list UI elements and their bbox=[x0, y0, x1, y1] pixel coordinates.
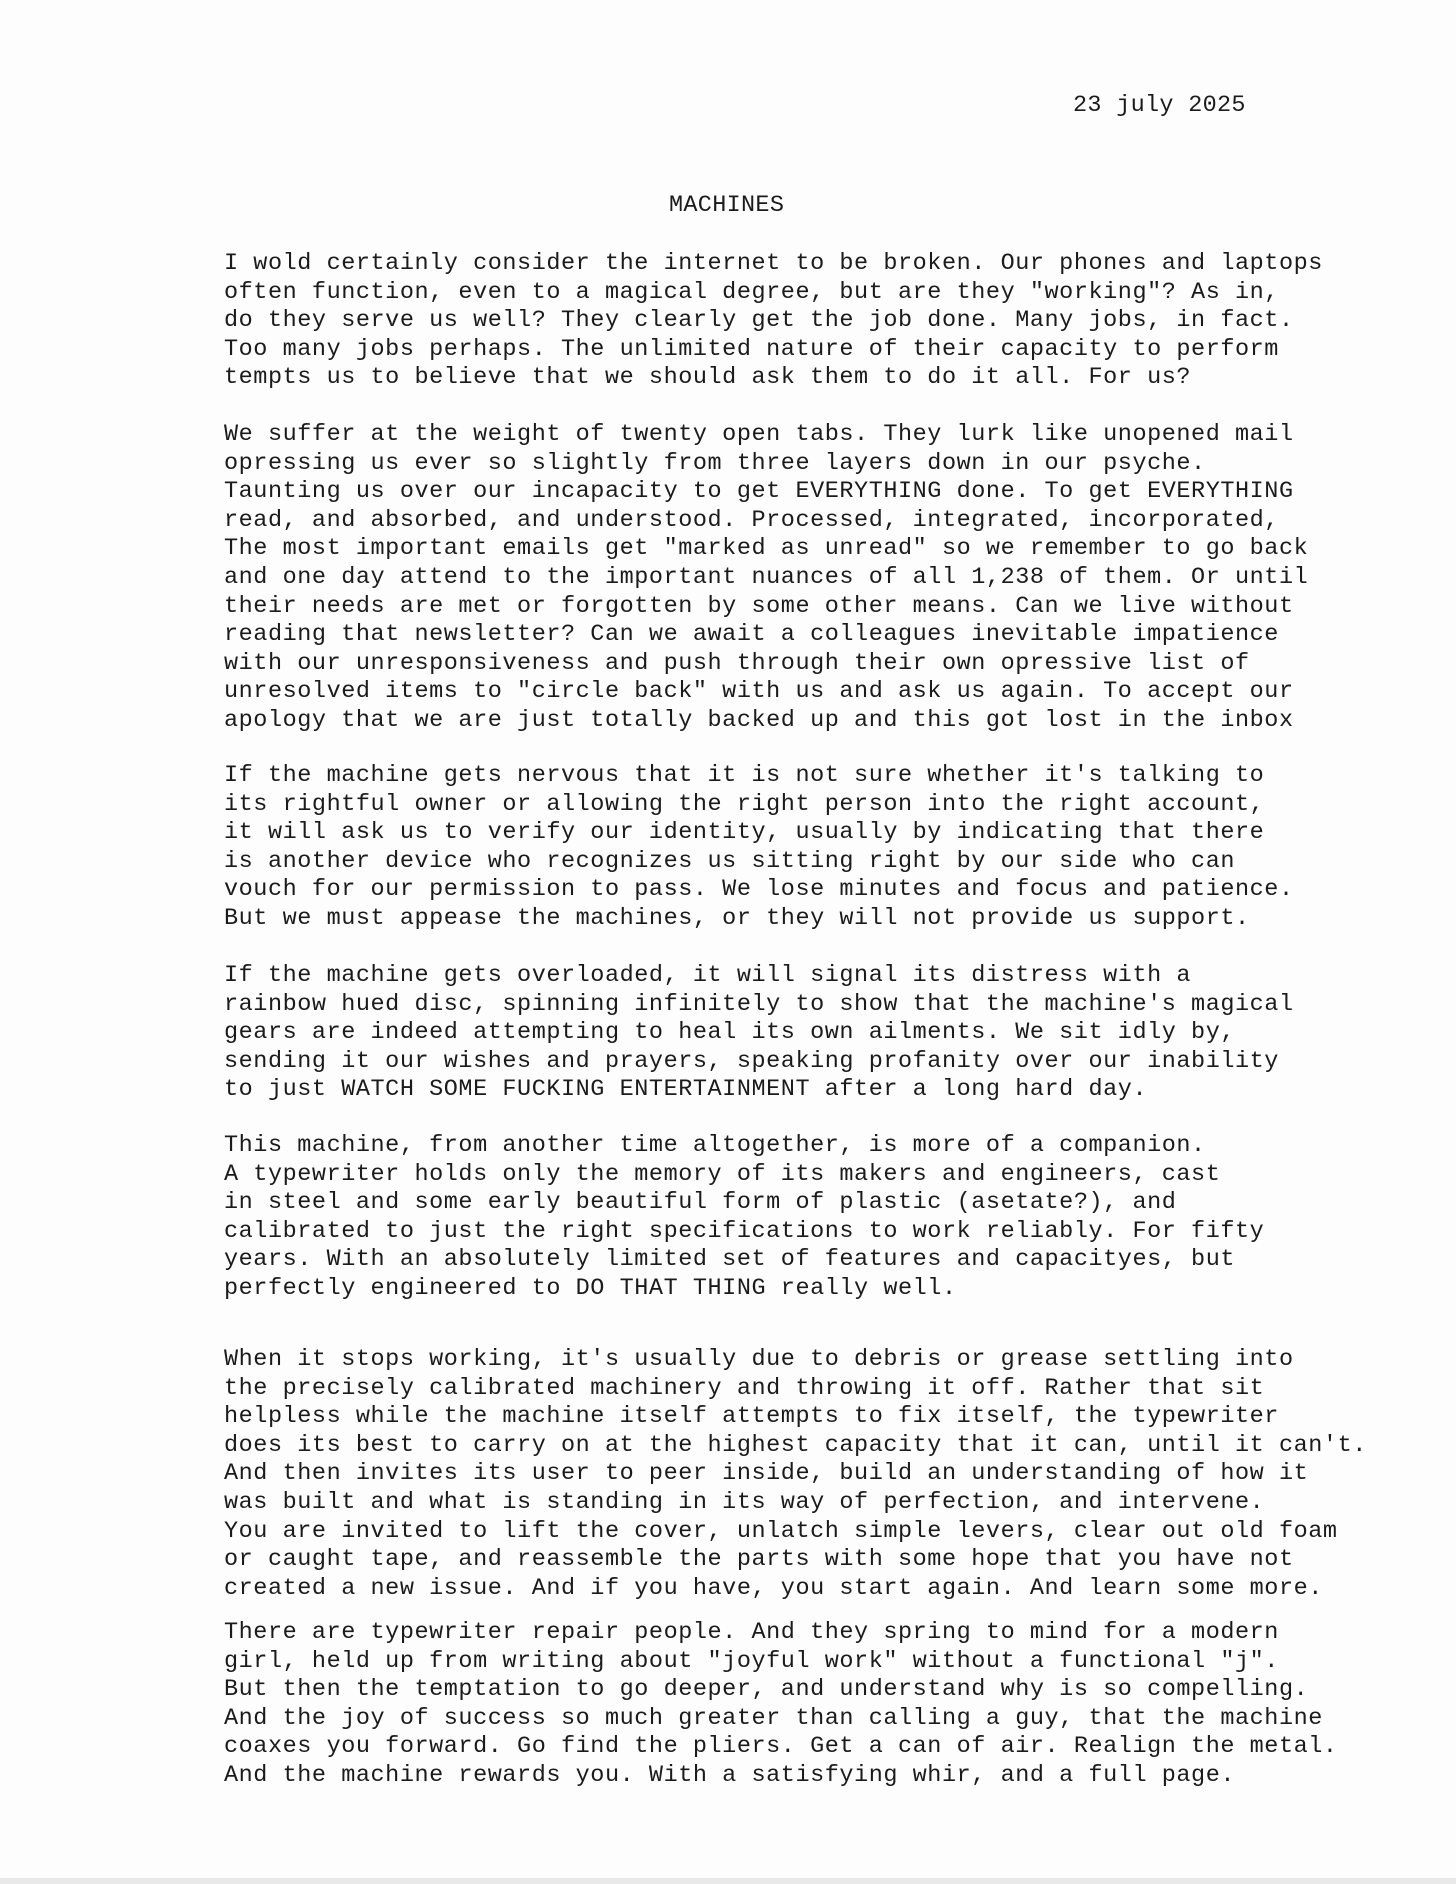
text-line: I wold certainly consider the internet to be broken. Our phones and laptops bbox=[224, 250, 1323, 277]
text-line: opressing us ever so slightly from three layers down in our psyche. bbox=[224, 449, 1206, 477]
text-line: And the machine rewards you. With a satisfying whir, and a full page. bbox=[224, 1761, 1236, 1789]
text-line: is another device who recognizes us sitting right by our side who can bbox=[224, 847, 1236, 875]
text-line: the precisely calibrated machinery and throwing it off. Rather that sit bbox=[224, 1374, 1265, 1402]
text-line: does its best to carry on at the highest capacity that it can, until it can't. bbox=[224, 1431, 1367, 1459]
text-line: it will ask us to verify our identity, usually by indicating that there bbox=[224, 819, 1265, 847]
text-line: We suffer at the weight of twenty open tabs. They lurk like unopened mail bbox=[224, 421, 1294, 448]
text-line: do they serve us well? They clearly get the job done. Many jobs, in fact. bbox=[224, 307, 1294, 335]
text-line: with our unresponsiveness and push through their own opressive list of bbox=[224, 649, 1250, 677]
text-line: was built and what is standing in its way of perfection, and intervene. bbox=[224, 1488, 1265, 1516]
document-date: 23 july 2025 bbox=[1073, 92, 1246, 119]
text-line: helpless while the machine itself attempts to fix itself, the typewriter bbox=[224, 1403, 1279, 1431]
paragraph-repair-people bbox=[224, 1619, 1344, 1791]
text-line: in steel and some early beautiful form of plastic (asetate?), and bbox=[224, 1189, 1177, 1217]
text-line: calibrated to just the right specifications to work reliably. For fifty bbox=[224, 1217, 1265, 1245]
text-line: rainbow hued disc, spinning infinitely to show that the machine's magical bbox=[224, 990, 1294, 1018]
text-line: perfectly engineered to DO THAT THING really well. bbox=[224, 1274, 957, 1302]
paragraph-typewriter-companion bbox=[224, 1132, 1344, 1304]
text-line: tempts us to believe that we should ask them to do it all. For us? bbox=[224, 364, 1192, 392]
scan-bottom-edge bbox=[0, 1878, 1456, 1884]
text-line: unresolved items to "circle back" with us and ask us again. To accept our bbox=[224, 678, 1294, 706]
paragraph-verify-identity bbox=[224, 762, 1344, 934]
text-line: And then invites its user to peer inside, build an understanding of how it bbox=[224, 1460, 1309, 1488]
paragraph-internet-broken bbox=[224, 250, 1344, 393]
paragraph-stops-working bbox=[224, 1346, 1367, 1603]
text-line: A typewriter holds only the memory of its makers and engineers, cast bbox=[224, 1160, 1221, 1188]
text-line: often function, even to a magical degree, but are they "working"? As in, bbox=[224, 278, 1279, 306]
text-line: girl, held up from writing about "joyful work" without a functional "j". bbox=[224, 1647, 1279, 1675]
text-line: its rightful owner or allowing the right person into the right account, bbox=[224, 790, 1265, 818]
text-line: Taunting us over our incapacity to get EVERYTHING done. To get EVERYTHING bbox=[224, 478, 1294, 506]
text-line: The most important emails get "marked as unread" so we remember to go back bbox=[224, 535, 1309, 563]
paragraph-overloaded bbox=[224, 962, 1344, 1105]
text-line: When it stops working, it's usually due to debris or grease settling into bbox=[224, 1346, 1294, 1373]
text-line: If the machine gets overloaded, it will signal its distress with a bbox=[224, 962, 1192, 989]
text-line: But we must appease the machines, or they will not provide us support. bbox=[224, 904, 1250, 932]
text-line: coaxes you forward. Go find the pliers. Get a can of air. Realign the metal. bbox=[224, 1733, 1338, 1761]
text-line: This machine, from another time altogether, is more of a companion. bbox=[224, 1132, 1206, 1159]
text-line: You are invited to lift the cover, unlatch simple levers, clear out old foam bbox=[224, 1517, 1338, 1545]
text-line: read, and absorbed, and understood. Processed, integrated, incorporated, bbox=[224, 506, 1279, 534]
document-title: MACHINES bbox=[669, 192, 785, 219]
text-line: created a new issue. And if you have, you start again. And learn some more. bbox=[224, 1574, 1323, 1602]
text-line: years. With an absolutely limited set of features and capacityes, but bbox=[224, 1246, 1236, 1274]
text-line: or caught tape, and reassemble the parts with some hope that you have not bbox=[224, 1546, 1294, 1574]
text-line: reading that newsletter? Can we await a colleagues inevitable impatience bbox=[224, 621, 1279, 649]
text-line: But then the temptation to go deeper, and understand why is so compelling. bbox=[224, 1676, 1309, 1704]
text-line: and one day attend to the important nuances of all 1,238 of them. Or until bbox=[224, 563, 1309, 591]
paragraph-open-tabs bbox=[224, 421, 1344, 736]
text-line: vouch for our permission to pass. We lose minutes and focus and patience. bbox=[224, 876, 1294, 904]
text-line: And the joy of success so much greater than calling a guy, that the machine bbox=[224, 1704, 1323, 1732]
text-line: to just WATCH SOME FUCKING ENTERTAINMENT after a long hard day. bbox=[224, 1076, 1148, 1104]
text-line: If the machine gets nervous that it is not sure whether it's talking to bbox=[224, 762, 1265, 789]
text-line: apology that we are just totally backed up and this got lost in the inbox bbox=[224, 706, 1294, 734]
text-line: gears are indeed attempting to heal its own ailments. We sit idly by, bbox=[224, 1019, 1236, 1047]
text-line: their needs are met or forgotten by some other means. Can we live without bbox=[224, 592, 1294, 620]
text-line: Too many jobs perhaps. The unlimited nature of their capacity to perform bbox=[224, 335, 1279, 363]
text-line: There are typewriter repair people. And they spring to mind for a modern bbox=[224, 1619, 1279, 1646]
text-line: sending it our wishes and prayers, speaking profanity over our inability bbox=[224, 1047, 1279, 1075]
